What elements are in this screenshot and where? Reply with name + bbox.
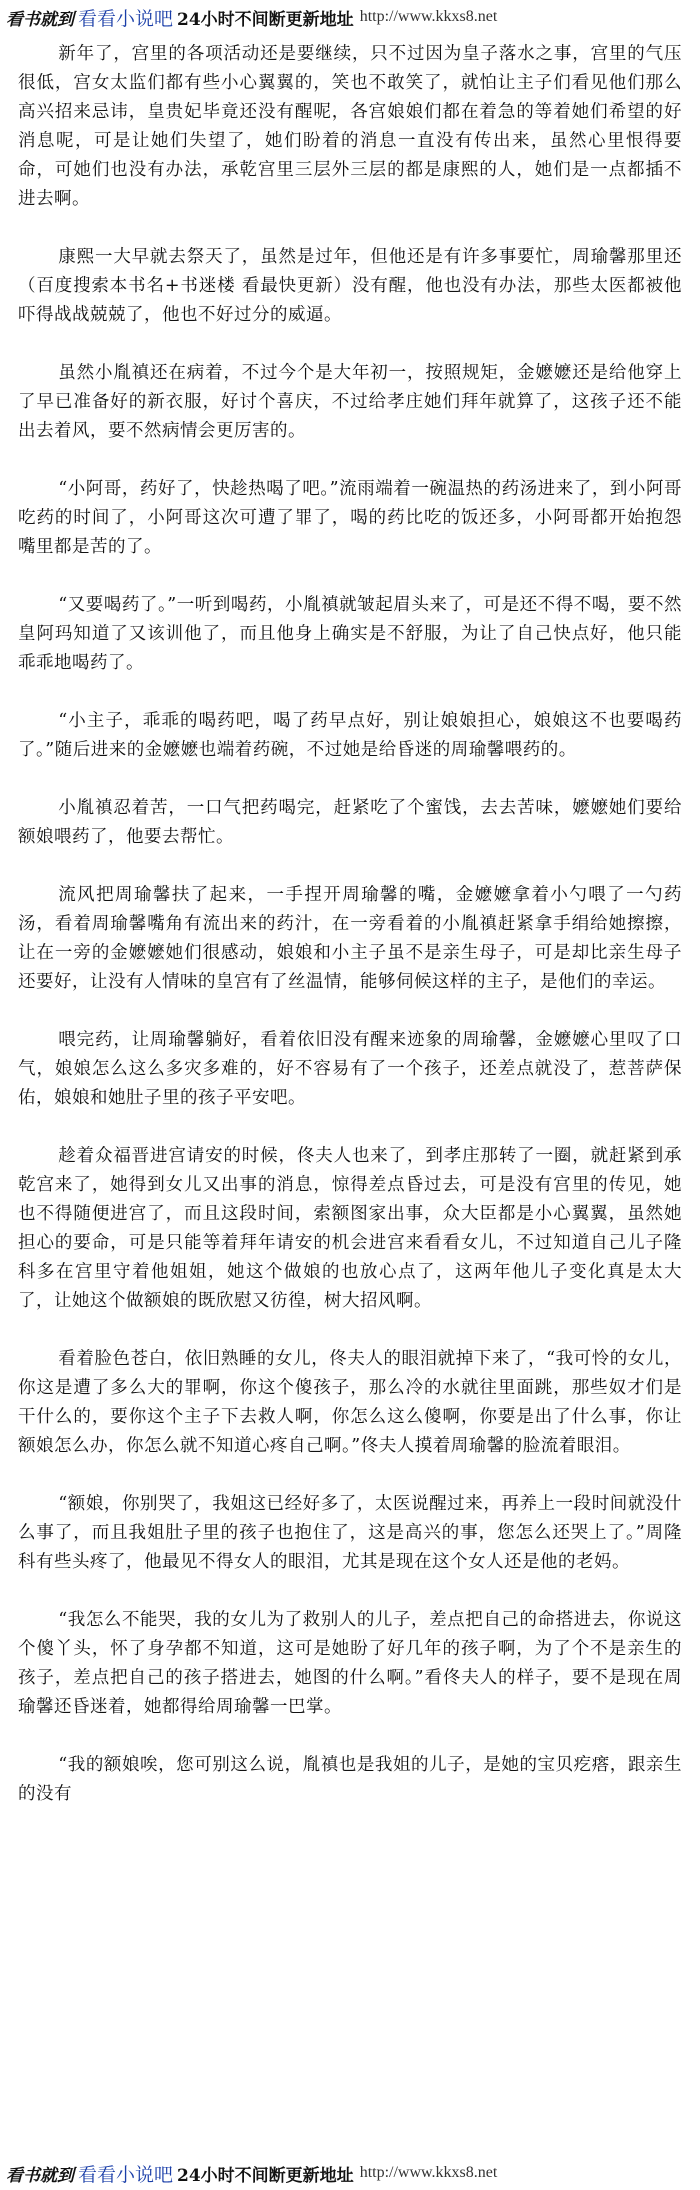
paragraph: 新年了，宫里的各项活动还是要继续，只不过因为皇子落水之事，宫里的气压很低，宫女太监们都有些小心翼翼的，笑也不敢笑了，就怕让主子们看见他们那么高兴招来忌讳，皇贵妃毕竟还没有醒呢，各宫娘娘们都在着急的等着她们希望的好消息呢，可是让她们失望了，她们盼着的消息一直没有传出来，虽然心里恨得要命，可她们也没有办法，承乾宫里三层外三层的都是康熙的人，她们是一点都插不进去啊。 bbox=[18, 44, 682, 209]
paragraph: 看着脸色苍白，依旧熟睡的女儿，佟夫人的眼泪就掉下来了，“我可怜的女儿，你这是遭了多么大的罪啊，你这个傻孩子，那么冷的水就往里面跳，那些奴才们是干什么的，要你这个主子下去救人啊，你怎么这么傻啊，你要是出了什么事，你让额娘怎么办，你怎么就不知道心疼自己啊。”佟夫人摸着周瑜馨的脸流着眼泪。 bbox=[18, 1349, 682, 1456]
paragraph: “小主子，乖乖的喝药吧，喝了药早点好，别让娘娘担心，娘娘这不也要喝药了。”随后进来的金嬷嬷也端着药碗，不过她是给昏迷的周瑜馨喂药的。 bbox=[18, 711, 682, 760]
paragraph: “又要喝药了。”一听到喝药，小胤禛就皱起眉头来了，可是还不得不喝，要不然皇阿玛知道了又该训他了，而且他身上确实是不舒服，为让了自己快点好，他只能乖乖地喝药了。 bbox=[18, 595, 682, 673]
banner-url-link[interactable]: http://www.kkxs8.net bbox=[359, 2164, 498, 2181]
paragraph: 流风把周瑜馨扶了起来，一手捏开周瑜馨的嘴，金嬷嬷拿着小勺喂了一勺药汤，看着周瑜馨嘴角有流出来的药汁，在一旁看着的小胤禛赶紧拿手绢给她擦擦，让在一旁的金嬷嬷她们很感动，娘娘和小主子虽不是亲生母子，可是却比亲生母子还要好，让没有人情味的皇宫有了丝温情，能够伺候这样的主子，是他们的幸运。 bbox=[18, 885, 682, 992]
paragraph: 小胤禛忍着苦，一口气把药喝完，赶紧吃了个蜜饯，去去苦味，嬷嬷她们要给额娘喂药了，他要去帮忙。 bbox=[18, 798, 682, 847]
banner-update-note: 24小时不间断更新地址 bbox=[177, 2165, 354, 2186]
banner-site-link[interactable]: 看看小说吧 bbox=[78, 2163, 174, 2186]
top-site-banner bbox=[0, 2, 700, 32]
paragraph: “我怎么不能哭，我的女儿为了救别人的儿子，差点把自己的命搭进去，你说这个傻丫头，怀了身孕都不知道，这可是她盼了好几年的孩子啊，为了个不是亲生的孩子，差点把自己的孩子搭进去，她图的什么啊。”看佟夫人的样子，要不是现在周瑜馨还昏迷着，她都得给周瑜馨一巴掌。 bbox=[18, 1610, 682, 1717]
paragraph: “我的额娘唉，您可别这么说，胤禛也是我姐的儿子，是她的宝贝疙瘩，跟亲生的没有 bbox=[18, 1755, 682, 1804]
paragraph: 喂完药，让周瑜馨躺好，看着依旧没有醒来迹象的周瑜馨，金嬷嬷心里叹了口气，娘娘怎么这么多灾多难的，好不容易有了一个孩子，还差点就没了，惹菩萨保佑，娘娘和她肚子里的孩子平安吧。 bbox=[18, 1030, 682, 1108]
paragraph: 虽然小胤禛还在病着，不过今个是大年初一，按照规矩，金嬷嬷还是给他穿上了早已准备好的新衣服，好讨个喜庆，不过给孝庄她们拜年就算了，这孩子还不能出去着风，要不然病情会更厉害的。 bbox=[18, 363, 682, 441]
banner-slogan: 看书就到 bbox=[6, 2165, 74, 2186]
paragraph: 康熙一大早就去祭天了，虽然是过年，但他还是有许多事要忙，周瑜馨那里还（百度搜索本书名+书迷楼 看最快更新）没有醒，他也没有办法，那些太医都被他吓得战战兢兢了，他也不好过分的威逼。 bbox=[18, 247, 682, 325]
banner-slogan: 看书就到 bbox=[6, 9, 74, 30]
chapter-body bbox=[18, 40, 682, 1838]
banner-site-link[interactable]: 看看小说吧 bbox=[78, 7, 174, 30]
paragraph: “小阿哥，药好了，快趁热喝了吧。”流雨端着一碗温热的药汤进来了，到小阿哥吃药的时间了，小阿哥这次可遭了罪了，喝的药比吃的饭还多，小阿哥都开始抱怨嘴里都是苦的了。 bbox=[18, 479, 682, 557]
banner-update-note: 24小时不间断更新地址 bbox=[177, 9, 354, 30]
banner-url-link[interactable]: http://www.kkxs8.net bbox=[359, 8, 498, 25]
bottom-site-banner bbox=[0, 2158, 700, 2188]
paragraph: 趁着众福晋进宫请安的时候，佟夫人也来了，到孝庄那转了一圈，就赶紧到承乾宫来了，她得到女儿又出事的消息，惊得差点昏过去，可是没有宫里的传见，她也不得随便进宫了，而且这段时间，索额图家出事，众大臣都是小心翼翼，虽然她担心的要命，可是只能等着拜年请安的机会进宫来看看女儿，不过知道自己儿子隆科多在宫里守着他姐姐，她这个做娘的也放心点了，这两年他儿子变化真是太大了，让她这个做额娘的既欣慰又彷徨，树大招风啊。 bbox=[18, 1146, 682, 1311]
paragraph: “额娘，你别哭了，我姐这已经好多了，太医说醒过来，再养上一段时间就没什么事了，而且我姐肚子里的孩子也抱住了，这是高兴的事，您怎么还哭上了。”周隆科有些头疼了，他最见不得女人的眼泪，尤其是现在这个女人还是他的老妈。 bbox=[18, 1494, 682, 1572]
